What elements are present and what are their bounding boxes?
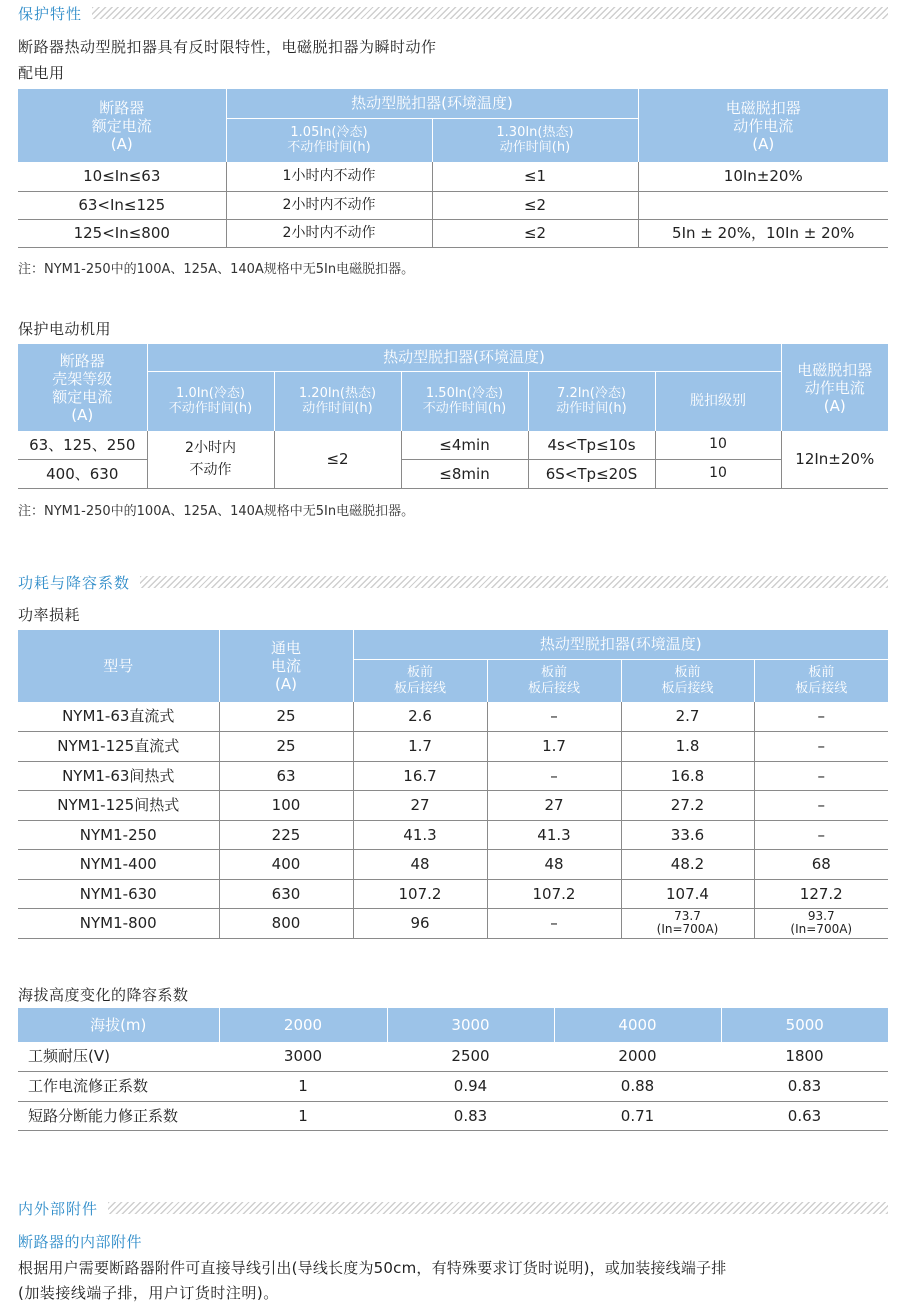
header-current: 通电 电流 (A): [219, 630, 353, 702]
table-cell: 107.2: [487, 879, 621, 908]
header-altitude: 海拔(m): [18, 1008, 219, 1042]
table-cell: 工频耐压(V): [18, 1042, 219, 1071]
header-wiring: 板前 板后接线: [754, 659, 888, 702]
table-cell: 107.4: [621, 879, 754, 908]
table-cell: 2.7: [621, 702, 754, 731]
header-rated-current: 断路器 额定电流 (A): [18, 89, 226, 162]
table-cell: 0.94: [387, 1071, 554, 1101]
header-altitude-value: 2000: [219, 1008, 387, 1042]
table-cell: 25: [219, 731, 353, 761]
table-cell: 2小时内 不动作: [147, 431, 274, 488]
table-cell: 41.3: [353, 820, 487, 849]
table-cell-empty: [638, 191, 888, 219]
table-cell: 1: [219, 1071, 387, 1101]
header-altitude-value: 5000: [721, 1008, 888, 1042]
table-cell: 2.6: [353, 702, 487, 731]
table-cell: 2小时内不动作: [226, 191, 432, 219]
altitude-derating-table: [18, 1008, 888, 1131]
table-cell: 400、630: [18, 459, 147, 488]
header-rated-current: 断路器 壳架等级 额定电流 (A): [18, 344, 147, 431]
table-cell: 96: [353, 908, 487, 938]
internal-accessories-text: 根据用户需要断路器附件可直接导线引出(导线长度为50cm，有特殊要求订货时说明)，或加装接线端子排: [18, 1259, 727, 1277]
table-cell: NYM1-125直流式: [18, 731, 219, 761]
table-cell: 27: [487, 790, 621, 820]
header-thermal-release: 热动型脱扣器(环境温度): [147, 344, 781, 371]
table-cell: 225: [219, 820, 353, 849]
header-thermal-release: 热动型脱扣器(环境温度): [226, 89, 638, 118]
table-cell: –: [754, 702, 888, 731]
header-wiring: 板前 板后接线: [353, 659, 487, 702]
dist-subtitle: 配电用: [18, 64, 65, 82]
table-cell: 1小时内不动作: [226, 162, 432, 191]
altitude-subtitle: 海拔高度变化的降容系数: [18, 986, 189, 1004]
table-cell: 400: [219, 849, 353, 879]
table-cell: 48: [353, 849, 487, 879]
table-cell: 6S<Tp≤20S: [528, 459, 655, 488]
header-magnetic-release: 电磁脱扣器 动作电流 (A): [638, 89, 888, 162]
table-cell: 1.8: [621, 731, 754, 761]
table-cell: 0.71: [554, 1101, 721, 1130]
table-cell: 10≤In≤63: [18, 162, 226, 191]
internal-accessories-subtitle: 断路器的内部附件: [18, 1233, 143, 1251]
intro-text: 断路器热动型脱扣器具有反时限特性，电磁脱扣器为瞬时动作: [18, 38, 437, 56]
table-cell: 0.63: [721, 1101, 888, 1130]
table-cell: 41.3: [487, 820, 621, 849]
table-cell: 73.7 (In=700A): [621, 908, 754, 938]
table-cell: 68: [754, 849, 888, 879]
table-cell: NYM1-125间热式: [18, 790, 219, 820]
table-cell: 125<In≤800: [18, 219, 226, 247]
table-cell: 127.2: [754, 879, 888, 908]
header-col-4: 7.2In(冷态) 动作时间(h): [528, 371, 655, 431]
table-cell: 800: [219, 908, 353, 938]
title-hatch-divider: [140, 576, 888, 588]
power-loss-table: [18, 630, 888, 939]
table-cell: –: [754, 731, 888, 761]
section-title-text: 功耗与降容系数: [18, 573, 131, 592]
section-title-text: 保护特性: [18, 4, 83, 23]
table-cell: –: [487, 702, 621, 731]
table-cell: 短路分断能力修正系数: [18, 1101, 219, 1130]
table-cell: ≤2: [432, 191, 638, 219]
header-thermal-release: 热动型脱扣器(环境温度): [353, 630, 888, 659]
motor-note: 注：NYM1-250中的100A、125A、140A规格中无5In电磁脱扣器。: [18, 504, 415, 519]
table-cell: 5In ± 20%，10In ± 20%: [638, 219, 888, 247]
table-cell: 1.7: [487, 731, 621, 761]
motor-subtitle: 保护电动机用: [18, 320, 112, 338]
table-cell: ≤1: [432, 162, 638, 191]
loss-subtitle: 功率损耗: [18, 606, 81, 624]
table-cell: 27.2: [621, 790, 754, 820]
table-cell: 工作电流修正系数: [18, 1071, 219, 1101]
table-cell: NYM1-250: [18, 820, 219, 849]
header-col-5: 脱扣级别: [655, 371, 781, 431]
header-altitude-value: 4000: [554, 1008, 721, 1042]
table-cell: 630: [219, 879, 353, 908]
table-cell: 4s<Tp≤10s: [528, 431, 655, 459]
header-magnetic-release: 电磁脱扣器 动作电流 (A): [781, 344, 888, 431]
table-cell: NYM1-63直流式: [18, 702, 219, 731]
title-hatch-divider: [108, 1202, 888, 1214]
table-cell: 2500: [387, 1042, 554, 1071]
table-cell: 33.6: [621, 820, 754, 849]
table-cell: 25: [219, 702, 353, 731]
table-cell: ≤4min: [401, 431, 528, 459]
table-cell: 2小时内不动作: [226, 219, 432, 247]
table-cell: 16.8: [621, 761, 754, 790]
table-cell: NYM1-800: [18, 908, 219, 938]
table-cell: –: [487, 908, 621, 938]
table-cell: 1800: [721, 1042, 888, 1071]
table-cell: 27: [353, 790, 487, 820]
table-cell: 0.83: [387, 1101, 554, 1130]
table-cell: 107.2: [353, 879, 487, 908]
table-cell: –: [754, 790, 888, 820]
header-altitude-value: 3000: [387, 1008, 554, 1042]
title-hatch-divider: [92, 7, 888, 19]
motor-protection-table: [18, 344, 888, 489]
header-col-1: 1.0In(冷态) 不动作时间(h): [147, 371, 274, 431]
table-cell: 100: [219, 790, 353, 820]
section-title-text: 内外部附件: [18, 1199, 99, 1218]
table-cell: 1.7: [353, 731, 487, 761]
table-cell: 2000: [554, 1042, 721, 1071]
table-cell: 3000: [219, 1042, 387, 1071]
table-cell: 63<In≤125: [18, 191, 226, 219]
table-cell: 10: [655, 459, 781, 488]
table-cell: –: [754, 820, 888, 849]
table-cell: 12In±20%: [781, 431, 888, 488]
header-hot-state: 1.30In(热态) 动作时间(h): [432, 118, 638, 162]
table-cell: ≤2: [274, 431, 401, 488]
table-cell: 48: [487, 849, 621, 879]
table-cell: 10: [655, 431, 781, 459]
table-cell: 63: [219, 761, 353, 790]
section-title-power: [18, 571, 888, 593]
table-cell: –: [487, 761, 621, 790]
table-cell: 10In±20%: [638, 162, 888, 191]
table-cell: 48.2: [621, 849, 754, 879]
header-wiring: 板前 板后接线: [487, 659, 621, 702]
table-cell: 0.88: [554, 1071, 721, 1101]
table-cell: 1: [219, 1101, 387, 1130]
table-cell: 16.7: [353, 761, 487, 790]
header-model: 型号: [18, 630, 219, 702]
header-col-2: 1.20In(热态) 动作时间(h): [274, 371, 401, 431]
internal-accessories-text: (加装接线端子排，用户订货时注明)。: [18, 1284, 279, 1302]
distribution-note: 注：NYM1-250中的100A、125A、140A规格中无5In电磁脱扣器。: [18, 262, 415, 277]
header-col-3: 1.50In(冷态) 不动作时间(h): [401, 371, 528, 431]
table-cell: 93.7 (In=700A): [754, 908, 888, 938]
distribution-protection-table: [18, 89, 888, 248]
section-title-protection: [18, 2, 888, 24]
table-cell: ≤2: [432, 219, 638, 247]
header-cold-state: 1.05In(冷态) 不动作时间(h): [226, 118, 432, 162]
section-title-accessories: [18, 1197, 888, 1219]
table-cell: –: [754, 761, 888, 790]
table-cell: 63、125、250: [18, 431, 147, 459]
table-cell: NYM1-630: [18, 879, 219, 908]
header-wiring: 板前 板后接线: [621, 659, 754, 702]
table-cell: NYM1-63间热式: [18, 761, 219, 790]
table-cell: 0.83: [721, 1071, 888, 1101]
table-cell: NYM1-400: [18, 849, 219, 879]
table-cell: ≤8min: [401, 459, 528, 488]
